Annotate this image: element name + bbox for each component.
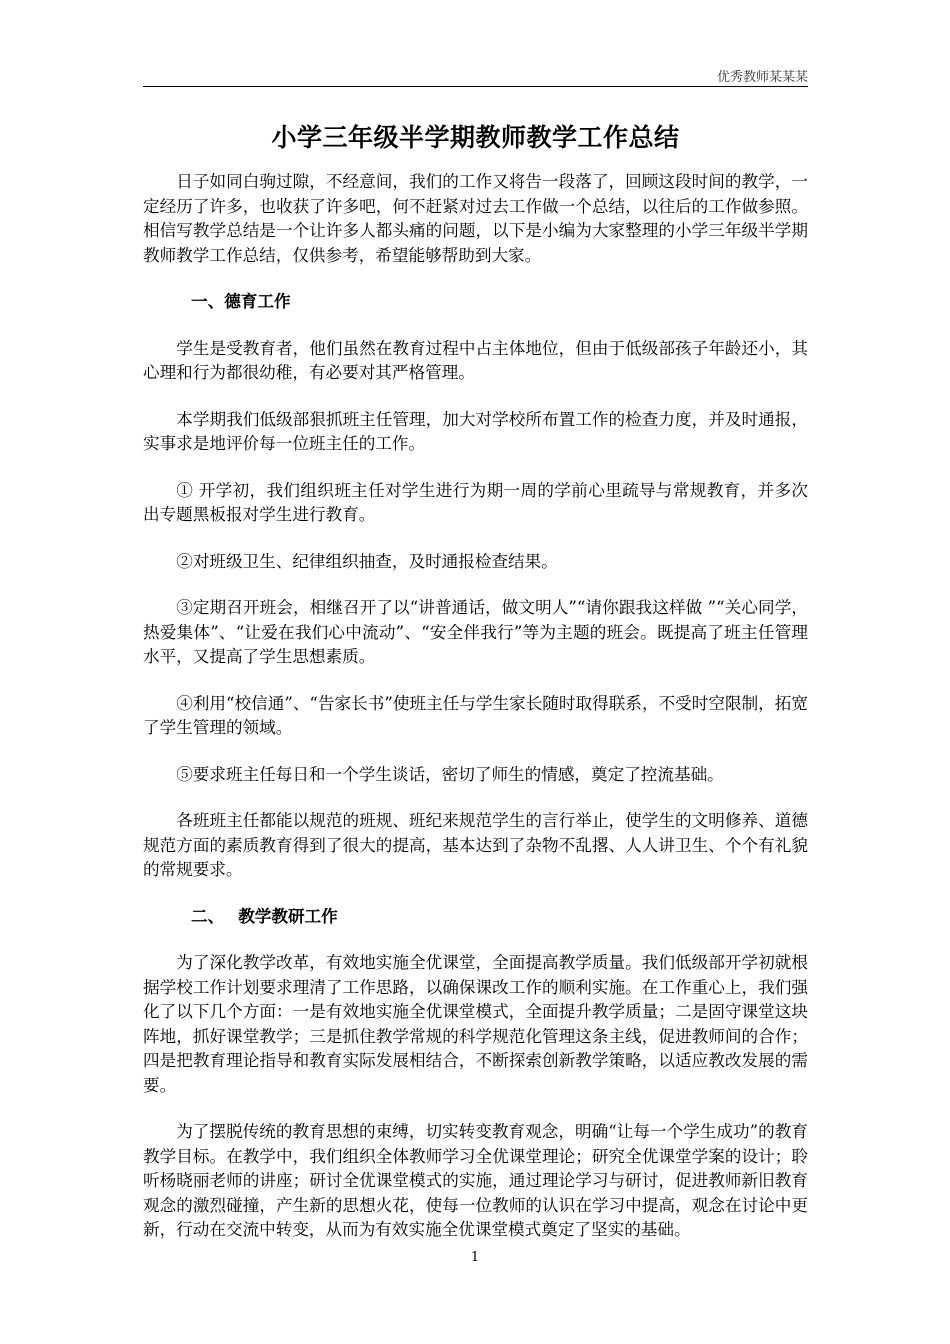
paragraph: 为了摆脱传统的教育思想的束缚，切实转变教育观念，明确“让每一个学生成功”的教育教学目标。在教学中，我们组织全体教师学习全优课堂理论；研究全优课堂学案的设计；聆听杨晓丽老师的讲座；研讨全优课堂模式的实施，通过理论学习与研讨，促进教师新旧教育观念的激烈碰撞，产生新的思想火花，使每一位教师的认识在学习中提高，观念在讨论中更新，行动在交流中转变，从而为有效实施全优课堂模式奠定了坚实的基础。 (143, 1122, 808, 1239)
document-body (143, 170, 808, 1243)
page-header (143, 64, 808, 87)
page-number: 1 (470, 1250, 480, 1265)
header-author: 优秀教师某某某 (716, 70, 808, 85)
paragraph-item-4: ④利用“校信通”、“告家长书”使班主任与学生家长随时取得联系，不受时空限制，拓宽了学生管理的领域。 (143, 693, 808, 737)
paragraph-item-1: ① 开学初，我们组织班主任对学生进行为期一周的学前心里疏导与常规教育，并多次出专题黑板报对学生进行教育。 (143, 480, 808, 524)
heading-number: 一、 (191, 292, 225, 311)
paragraph-intro: 日子如同白驹过隙，不经意间，我们的工作又将告一段落了，回顾这段时间的教学，一定经历了许多，也收获了许多吧，何不赶紧对过去工作做一个总结，以往后的工作做参照。相信写教学总结是一个让许多人都头痛的问题，以下是小编为大家整理的小学三年级半学期教师教学工作总结，仅供参考，希望能够帮助到大家。 (143, 172, 808, 265)
document-title: 小学三年级半学期教师教学工作总结 (271, 123, 680, 152)
paragraph: 学生是受教育者，他们虽然在教育过程中占主体地位，但由于低级部孩子年龄还小，其心理和行为都很幼稚，有必要对其严格管理。 (143, 338, 808, 382)
paragraph-item-3: ③定期召开班会，相继召开了以“讲普通话，做文明人”“请你跟我这样做 ”“关心同学，热爱集体”、“让爱在我们心中流动”、“安全伴我行”等为主题的班会。既提高了班主任管理水平，又提高了学生思想素质。 (143, 598, 808, 666)
paragraph: 本学期我们低级部狠抓班主任管理，加大对学校所布置工作的检查力度，并及时通报，实事求是地评价每一位班主任的工作。 (143, 409, 808, 453)
heading-text: 德育工作 (224, 292, 291, 311)
section-heading-moral (143, 290, 808, 315)
paragraph: 各班班主任都能以规范的班规、班纪来规范学生的言行举止，使学生的文明修养、道德规范方面的素质教育得到了很大的提高，基本达到了杂物不乱撂、人人讲卫生、个个有礼貌的常规要求。 (143, 811, 808, 879)
paragraph: 为了深化教学改革，有效地实施全优课堂，全面提高教学质量。我们低级部开学初就根据学校工作计划要求理清了工作思路，以确保课改工作的顺利实施。在工作重心上，我们强化了以下几个方面：一是有效地实施全优课堂模式，全面提升教学质量；二是固守课堂这块阵地，抓好课堂教学；三是抓住教学常规的科学规范化管理这条主线，促进教师间的合作；四是把教育理论指导和教育实际发展相结合，不断探索创新教学策略，以适应教改发展的需要。 (143, 953, 808, 1095)
heading-number: 二、 (191, 906, 225, 926)
paragraph-item-5: ⑤要求班主任每日和一个学生谈话，密切了师生的情感，奠定了控流基础。 (176, 764, 724, 784)
paragraph-item-2: ②对班级卫生、纪律组织抽查，及时通报检查结果。 (176, 551, 558, 571)
section-heading-teaching (143, 905, 808, 930)
heading-text: 教学教研工作 (238, 906, 338, 926)
